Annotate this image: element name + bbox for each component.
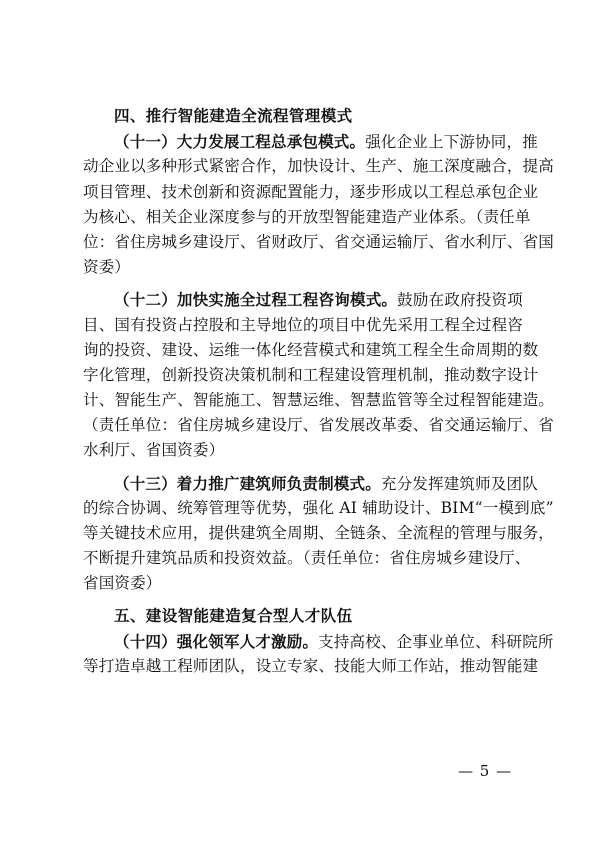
paragraph xyxy=(83,471,555,597)
section-heading: 五、建设智能建造复合型人才队伍 xyxy=(114,606,353,625)
paragraph xyxy=(83,287,555,463)
section-heading: 四、推行智能建造全流程管理模式 xyxy=(114,107,353,125)
paragraph-line: 位：省住房城乡建设厅、省财政厅、省交通运输厅、省水利厅、省国 xyxy=(83,232,555,251)
paragraph-line: 的综合协调、统筹管理等优势，强化 AI 辅助设计、BIM“一模到底” xyxy=(83,498,554,517)
paragraph-line: 等打造卓越工程师团队，设立专家、技能大师工作站，推动智能建 xyxy=(83,656,539,675)
paragraph-line: 询的投资、建设、运维一体化经营模式和建筑工程全生命周期的数 xyxy=(83,340,539,359)
subsection-title: （十一）大力发展工程总承包模式。 xyxy=(114,132,366,152)
paragraph-line: 为核心、相关企业深度参与的开放型智能建造产业体系。（责任单 xyxy=(83,207,531,226)
subsection-title: （十三）着力推广建筑师负责制模式。 xyxy=(114,473,381,493)
paragraph xyxy=(83,129,555,280)
document-body xyxy=(83,104,555,679)
paragraph-line xyxy=(83,629,554,654)
paragraph-line: 动企业以多种形式紧密合作，加快设计、生产、施工深度融合，提高 xyxy=(83,157,555,176)
line-text: 充分发挥建筑师及团队 xyxy=(380,474,538,493)
paragraph-line: 不断提升建筑品质和投资效益。（责任单位：省住房城乡建设厅、 xyxy=(83,549,531,568)
subsection-title: （十四）强化领军人才激励。 xyxy=(114,631,319,651)
paragraph-line: 目、国有投资占控股和主导地位的项目中优先采用工程全过程咨 xyxy=(83,315,523,334)
paragraph-line: 项目管理、技术创新和资源配置能力，逐步形成以工程总承包企业 xyxy=(83,182,539,201)
paragraph-gap xyxy=(83,464,523,471)
paragraph-line xyxy=(83,287,523,312)
paragraph-line: 计、智能生产、智能施工、智慧运维、智慧监管等全过程智能建造。 xyxy=(83,391,555,410)
paragraph-gap xyxy=(83,280,523,287)
page-number: — 5 — xyxy=(458,762,513,780)
paragraph-line: 省国资委） xyxy=(83,574,162,593)
paragraph-line: 等关键技术应用，提供建筑全周期、全链条、全流程的管理与服务， xyxy=(83,524,555,542)
paragraph-line xyxy=(83,129,538,154)
paragraph-line: 资委） xyxy=(83,258,131,277)
line-text: 强化企业上下游协同，推 xyxy=(365,133,538,152)
paragraph-line: 字化管理，创新投资决策机制和工程建设管理机制，推动数字设计 xyxy=(83,365,539,384)
paragraph-gap xyxy=(83,597,523,604)
paragraph xyxy=(83,629,554,679)
paragraph-line: （责任单位：省住房城乡建设厅、省发展改革委、省交通运输厅、省 xyxy=(83,416,555,435)
line-text: 支持高校、企事业单位、科研院所 xyxy=(318,632,554,651)
paragraph-line: 水利厅、省国资委） xyxy=(83,441,225,460)
subsection-title: （十二）加快实施全过程工程咨询模式。 xyxy=(114,290,398,310)
paragraph-line xyxy=(83,471,538,496)
line-text: 鼓励在政府投资项 xyxy=(397,291,523,310)
